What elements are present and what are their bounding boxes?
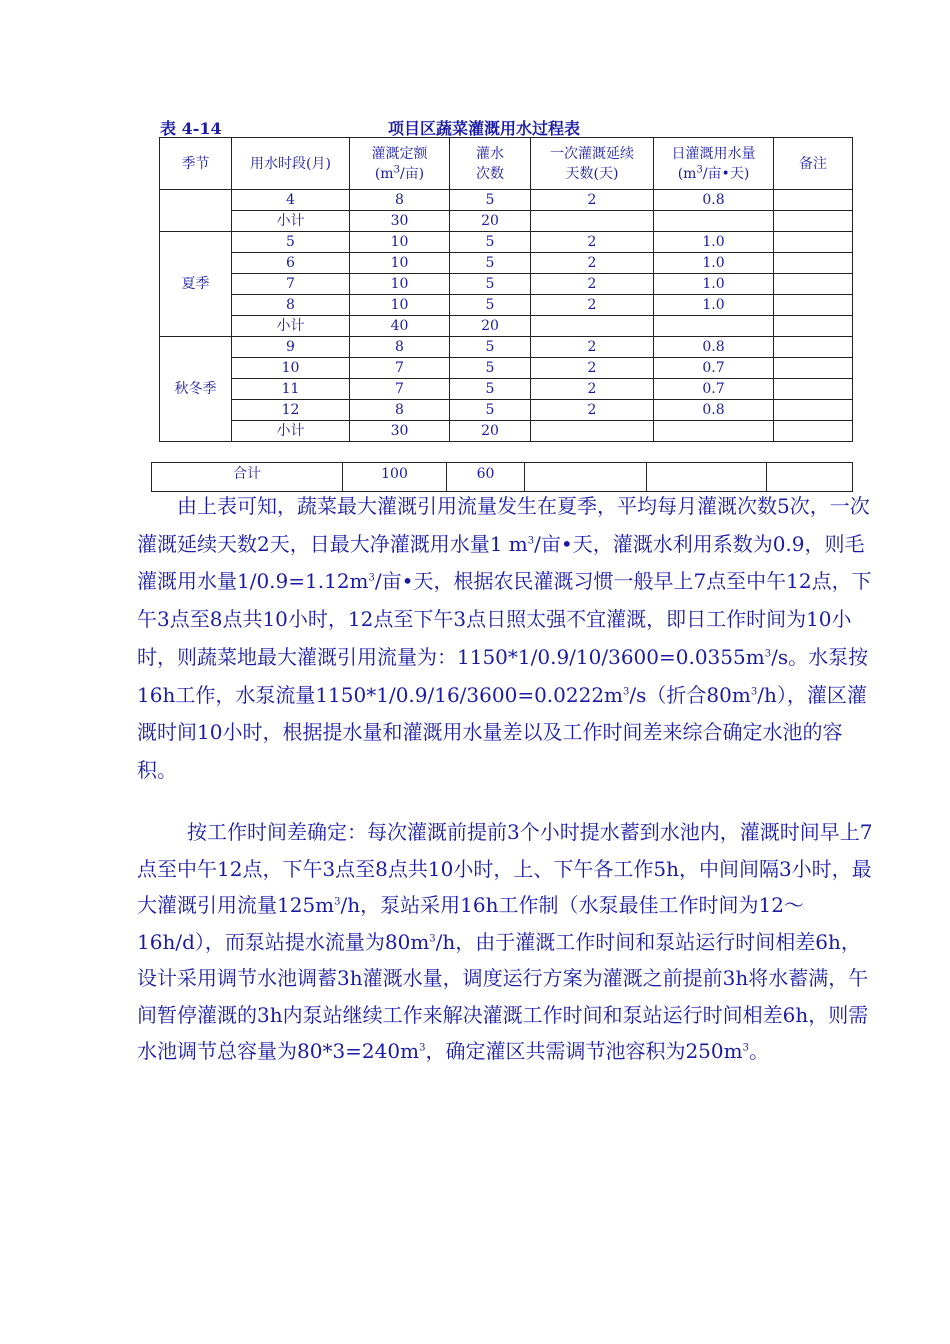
header-row xyxy=(160,138,853,190)
cell-remark xyxy=(774,295,853,316)
cell-days xyxy=(531,316,654,337)
cell-daily: 0.7 xyxy=(654,379,774,400)
cell-daily: 1.0 xyxy=(654,295,774,316)
table-caption xyxy=(160,116,860,136)
season-cell: 夏季 xyxy=(160,232,232,337)
cell-daily xyxy=(654,421,774,442)
cell-month: 小计 xyxy=(232,211,350,232)
cell-remark xyxy=(774,316,853,337)
cell-remark xyxy=(774,190,853,211)
season-cell: 秋冬季 xyxy=(160,337,232,442)
cell-days: 2 xyxy=(531,274,654,295)
cell-daily: 1.0 xyxy=(654,232,774,253)
cell-remark xyxy=(774,379,853,400)
cell-month: 10 xyxy=(232,358,350,379)
cell-count: 5 xyxy=(450,190,531,211)
cell-days xyxy=(531,421,654,442)
cell-remark xyxy=(774,421,853,442)
cell-remark xyxy=(774,232,853,253)
table-row xyxy=(160,274,853,295)
cell-quota: 30 xyxy=(350,421,450,442)
cell-count: 5 xyxy=(450,379,531,400)
header-daily: 日灌溉用水量 ($m^3/$亩•天) xyxy=(654,138,774,190)
cell-daily: 1.0 xyxy=(654,274,774,295)
table-row xyxy=(160,400,853,421)
table-row xyxy=(160,379,853,400)
total-count: 60 xyxy=(447,463,525,491)
cell-quota: 10 xyxy=(350,232,450,253)
cell-month: 6 xyxy=(232,253,350,274)
table-row xyxy=(160,190,853,211)
total-days xyxy=(525,463,647,491)
cell-remark xyxy=(774,337,853,358)
header-period: 用水时段(月) xyxy=(232,138,350,190)
cell-daily: 0.8 xyxy=(654,400,774,421)
cell-count: 5 xyxy=(450,400,531,421)
table-number: 表 4-14 xyxy=(160,119,222,138)
table-row xyxy=(160,358,853,379)
cell-count: 5 xyxy=(450,295,531,316)
table-row xyxy=(160,211,853,232)
cell-quota: 7 xyxy=(350,358,450,379)
cell-quota: 10 xyxy=(350,253,450,274)
total-remark xyxy=(767,463,852,491)
table-row xyxy=(160,232,853,253)
cell-month: 小计 xyxy=(232,421,350,442)
cell-daily: 1.0 xyxy=(654,253,774,274)
table-row xyxy=(160,316,853,337)
total-daily xyxy=(647,463,767,491)
total-label: 合计 xyxy=(152,463,343,491)
season-cell xyxy=(160,190,232,232)
header-duration: 一次灌溉延续 天数(天) xyxy=(531,138,654,190)
cell-days: 2 xyxy=(531,379,654,400)
paragraph-2: 按工作时间差确定：每次灌溉前提前3个小时提水蓄到水池内，灌溉时间早上7点至中午12点，下午3点至8点共10小时，上、下午各工作5h，中间间隔3小时，最大灌溉引用流量$125m^3/h$，泵站采用16h工作制（水泵最佳工作时间为12～16h/d），而泵站提水流量为$80m^3/h$，由于灌溉工作时间和泵站运行时间相差6h，设计采用调节水池调蓄3h灌溉水量，调度运行方案为灌溉之前提前3h将水蓄满，午间暂停灌溉的3h内泵站继续工作来解决灌溉工作时间和泵站运行时间相差6h，则需水池调节总容量为$80*3=240m^3$，确定灌区共需调节池容积为$250m^3$。 xyxy=(137,820,873,1063)
cell-remark xyxy=(774,274,853,295)
cell-count: 5 xyxy=(450,274,531,295)
cell-quota: 40 xyxy=(350,316,450,337)
cell-days: 2 xyxy=(531,337,654,358)
cell-daily: 0.8 xyxy=(654,337,774,358)
cell-remark xyxy=(774,211,853,232)
cell-month: 5 xyxy=(232,232,350,253)
cell-remark xyxy=(774,400,853,421)
cell-count: 20 xyxy=(450,211,531,232)
table-row xyxy=(160,421,853,442)
cell-remark xyxy=(774,253,853,274)
cell-days: 2 xyxy=(531,190,654,211)
cell-days: 2 xyxy=(531,358,654,379)
cell-month: 小计 xyxy=(232,316,350,337)
cell-month: 11 xyxy=(232,379,350,400)
cell-daily xyxy=(654,316,774,337)
cell-quota: 7 xyxy=(350,379,450,400)
cell-daily: 0.7 xyxy=(654,358,774,379)
cell-month: 4 xyxy=(232,190,350,211)
cell-quota: 10 xyxy=(350,274,450,295)
irrigation-table xyxy=(159,137,853,442)
cell-count: 5 xyxy=(450,337,531,358)
cell-month: 9 xyxy=(232,337,350,358)
cell-daily: 0.8 xyxy=(654,190,774,211)
cell-days: 2 xyxy=(531,400,654,421)
table-row xyxy=(160,337,853,358)
paragraph-1: 由上表可知，蔬菜最大灌溉引用流量发生在夏季，平均每月灌溉次数5次，一次灌溉延续天数2天，日最大净灌溉用水量1 $m^3/$亩•天，灌溉水利用系数为0.9，则毛灌溉用水量$1/0.9=1.12m^3/$亩•天，根据农民灌溉习惯一般早上7点至中午12点，下午3点至8点共10小时，12点至下午3点日照太强不宜灌溉，即日工作时间为10小时，则蔬菜地最大灌溉引用流量为：$1150*1/0.9/10/3600=0.0355m^3/s$。水泵按16h工作，水泵流量$1150*1/0.9/16/3600=0.0222m^3/s$（折合$80m^3/h$），灌区灌溉时间10小时，根据提水量和灌溉用水量差以及工作时间差来综合确定水池的容积。 xyxy=(137,494,872,782)
cell-quota: 10 xyxy=(350,295,450,316)
cell-days: 2 xyxy=(531,232,654,253)
cell-month: 7 xyxy=(232,274,350,295)
cell-days: 2 xyxy=(531,253,654,274)
cell-month: 8 xyxy=(232,295,350,316)
header-quota: 灌溉定额 ($m^3/$亩) xyxy=(350,138,450,190)
header-remark: 备注 xyxy=(774,138,853,190)
header-count: 灌水 次数 xyxy=(450,138,531,190)
cell-days xyxy=(531,211,654,232)
cell-daily xyxy=(654,211,774,232)
cell-remark xyxy=(774,358,853,379)
cell-quota: 8 xyxy=(350,190,450,211)
cell-count: 20 xyxy=(450,316,531,337)
cell-count: 5 xyxy=(450,358,531,379)
table-row xyxy=(160,295,853,316)
total-quota: 100 xyxy=(343,463,447,491)
cell-quota: 8 xyxy=(350,337,450,358)
cell-quota: 30 xyxy=(350,211,450,232)
cell-days: 2 xyxy=(531,295,654,316)
cell-count: 5 xyxy=(450,253,531,274)
table-title: 项目区蔬菜灌溉用水过程表 xyxy=(388,119,581,138)
table-row xyxy=(160,253,853,274)
cell-count: 5 xyxy=(450,232,531,253)
cell-count: 20 xyxy=(450,421,531,442)
header-season: 季节 xyxy=(160,138,232,190)
cell-quota: 8 xyxy=(350,400,450,421)
cell-month: 12 xyxy=(232,400,350,421)
